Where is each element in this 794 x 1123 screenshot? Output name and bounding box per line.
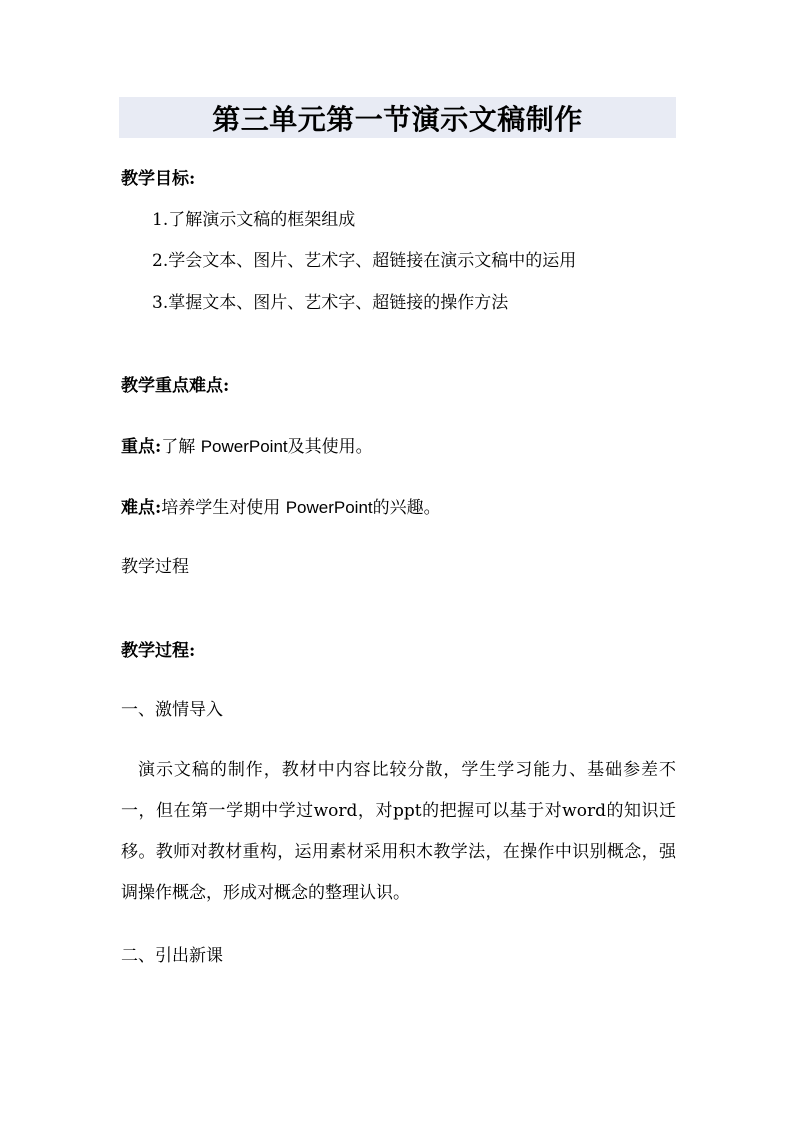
objective-item-3: 3.掌握文本、图片、艺术字、超链接的操作方法 xyxy=(152,293,509,313)
key-points-heading: 教学重点难点: xyxy=(121,376,230,396)
focus-text-b: 及其使用。 xyxy=(287,437,373,457)
section-two-heading: 二、引出新课 xyxy=(121,946,223,966)
difficulty-text-b: 的兴趣。 xyxy=(372,498,441,518)
difficulty-text-a: 培养学生对使用 xyxy=(161,498,281,518)
focus-text-a: 了解 xyxy=(161,437,196,457)
objective-item-1: 1.了解演示文稿的框架组成 xyxy=(152,210,356,230)
objective-item-2: 2.学会文本、图片、艺术字、超链接在演示文稿中的运用 xyxy=(152,251,577,271)
process-heading: 教学过程: xyxy=(121,641,196,661)
focus-label: 重点: xyxy=(121,437,162,457)
section-one-heading: 一、激情导入 xyxy=(121,700,223,720)
section-one-paragraph: 演示文稿的制作，教材中内容比较分散，学生学习能力、基础参差不一，但在第一学期中学过word，对ppt的把握可以基于对word的知识迁移。教师对教材重构，运用素材采用积木教学法，在操作中识别概念，强调操作概念，形成对概念的整理认识。 xyxy=(121,760,676,903)
title-banner xyxy=(119,97,676,138)
difficulty-label: 难点: xyxy=(121,498,162,518)
difficulty-line xyxy=(121,497,441,519)
process-plain-heading: 教学过程 xyxy=(121,557,189,577)
focus-line xyxy=(121,436,373,458)
page-title: 第三单元第一节演示文稿制作 xyxy=(212,102,583,136)
focus-term: PowerPoint xyxy=(200,437,288,456)
difficulty-term: PowerPoint xyxy=(285,498,373,517)
objectives-heading: 教学目标: xyxy=(121,169,196,189)
